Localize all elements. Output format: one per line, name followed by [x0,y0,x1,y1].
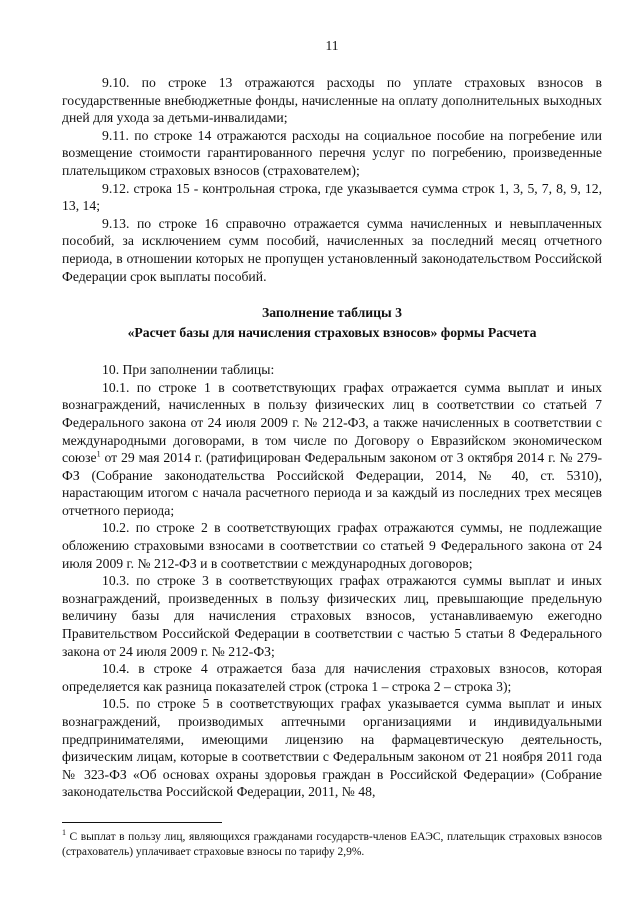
paragraph-9-13: 9.13. по строке 16 справочно отражается сумма начисленных и невыплаченных пособий, за исключением сумм пособий, начисленных за последний месяц отчетного периода, в отношении которых не пропущен установленный законодательством Российской Федерации срок выплаты пособий. [62,215,602,284]
paragraph-10-1-text-b: от 29 мая 2014 г. (ратифицирован Федеральным законом от 3 октября 2014 г. № 279-ФЗ (Собрание законодательства Российской Федерации, 2014, № 40, ст. 5310), нарастающим итогом с начала расчетного периода и за каждый из последних трех месяцев отчетного периода; [62,450,602,518]
paragraph-10-2: 10.2. по строке 2 в соответствующих графах отражаются суммы, не подлежащие обложению страховыми взносами в соответствии со статьей 9 Федерального закона от 24 июля 2009 г. № 212-ФЗ и в соответствии с международных договоров; [62,520,602,571]
section-heading [62,303,602,343]
paragraph-10-1-text-a: 10.1. по строке 1 в соответствующих графах отражается сумма выплат и иных вознаграждений, начисленных в пользу физических лиц в соответствии со статьей 7 Федерального закона от 24 июля 2009 г. № 212-ФЗ, а также начисленных в соответствии с международными договорами, в том числе по Договору о Евразийском экономическом союзе [62,379,602,466]
section-heading-line-2: «Расчет базы для начисления страховых взносов» формы Расчета [127,325,537,341]
paragraph-10-1 [62,379,602,520]
footnote-text: С выплат в пользу лиц, являющихся гражданами государств-членов ЕАЭС, плательщик страховых взносов (страхователь) уплачивает страховые взносы по тарифу 2,9%. [62,831,602,858]
paragraph-10-5: 10.5. по строке 5 в соответствующих графах указывается сумма выплат и иных вознаграждений, производимых аптечными организациями и индивидуальными предпринимателями, имеющими лицензию на фармацевтическую деятельность, физическим лицам, которые в соответствии с Федеральным законом от 21 ноября 2011 года № 323-ФЗ «Об основах охраны здоровья граждан в Российской Федерации» (Собрание законодательства Российской Федерации, 2011, № 48, [62,696,602,800]
paragraph-10-intro: 10. При заполнении таблицы: [102,362,275,378]
footnote-reference[interactable]: 1 [96,449,101,459]
section-heading-line-1: Заполнение таблицы 3 [262,305,402,321]
paragraph-9-11: 9.11. по строке 14 отражаются расходы на социальное пособие на погребение или возмещение стоимости гарантированного перечня услуг по погребению, произведенные плательщиком страховых взносов (страхователем); [62,127,602,178]
paragraph-10-4: 10.4. в строке 4 отражается база для начисления страховых взносов, которая определяется как разница показателей строк (строка 1 – строка 2 – строка 3); [62,661,602,694]
paragraph-9-12: 9.12. строка 15 - контрольная строка, где указывается сумма строк 1, 3, 5, 7, 8, 9, 12, 13, 14; [62,180,602,214]
page-number: 11 [325,38,339,53]
footnote-divider [62,822,222,823]
footnote-marker: 1 [62,828,66,838]
paragraph-10-3: 10.3. по строке 3 в соответствующих графах отражаются суммы выплат и иных вознаграждений, произведенных в пользу физических лиц, превышающие предельную величину базы для начисления страховых взносов, устанавливаемую ежегодно Правительством Российской Федерации в соответствии с частью 5 статьи 8 Федерального закона от 24 июля 2009 г. № 212-ФЗ; [62,573,602,659]
paragraph-9-10: 9.10. по строке 13 отражаются расходы по уплате страховых взносов в государственные внебюджетные фонды, начисленные на оплату дополнительных выходных дней для ухода за детьми-инвалидами; [62,75,602,126]
footnote [62,830,602,860]
